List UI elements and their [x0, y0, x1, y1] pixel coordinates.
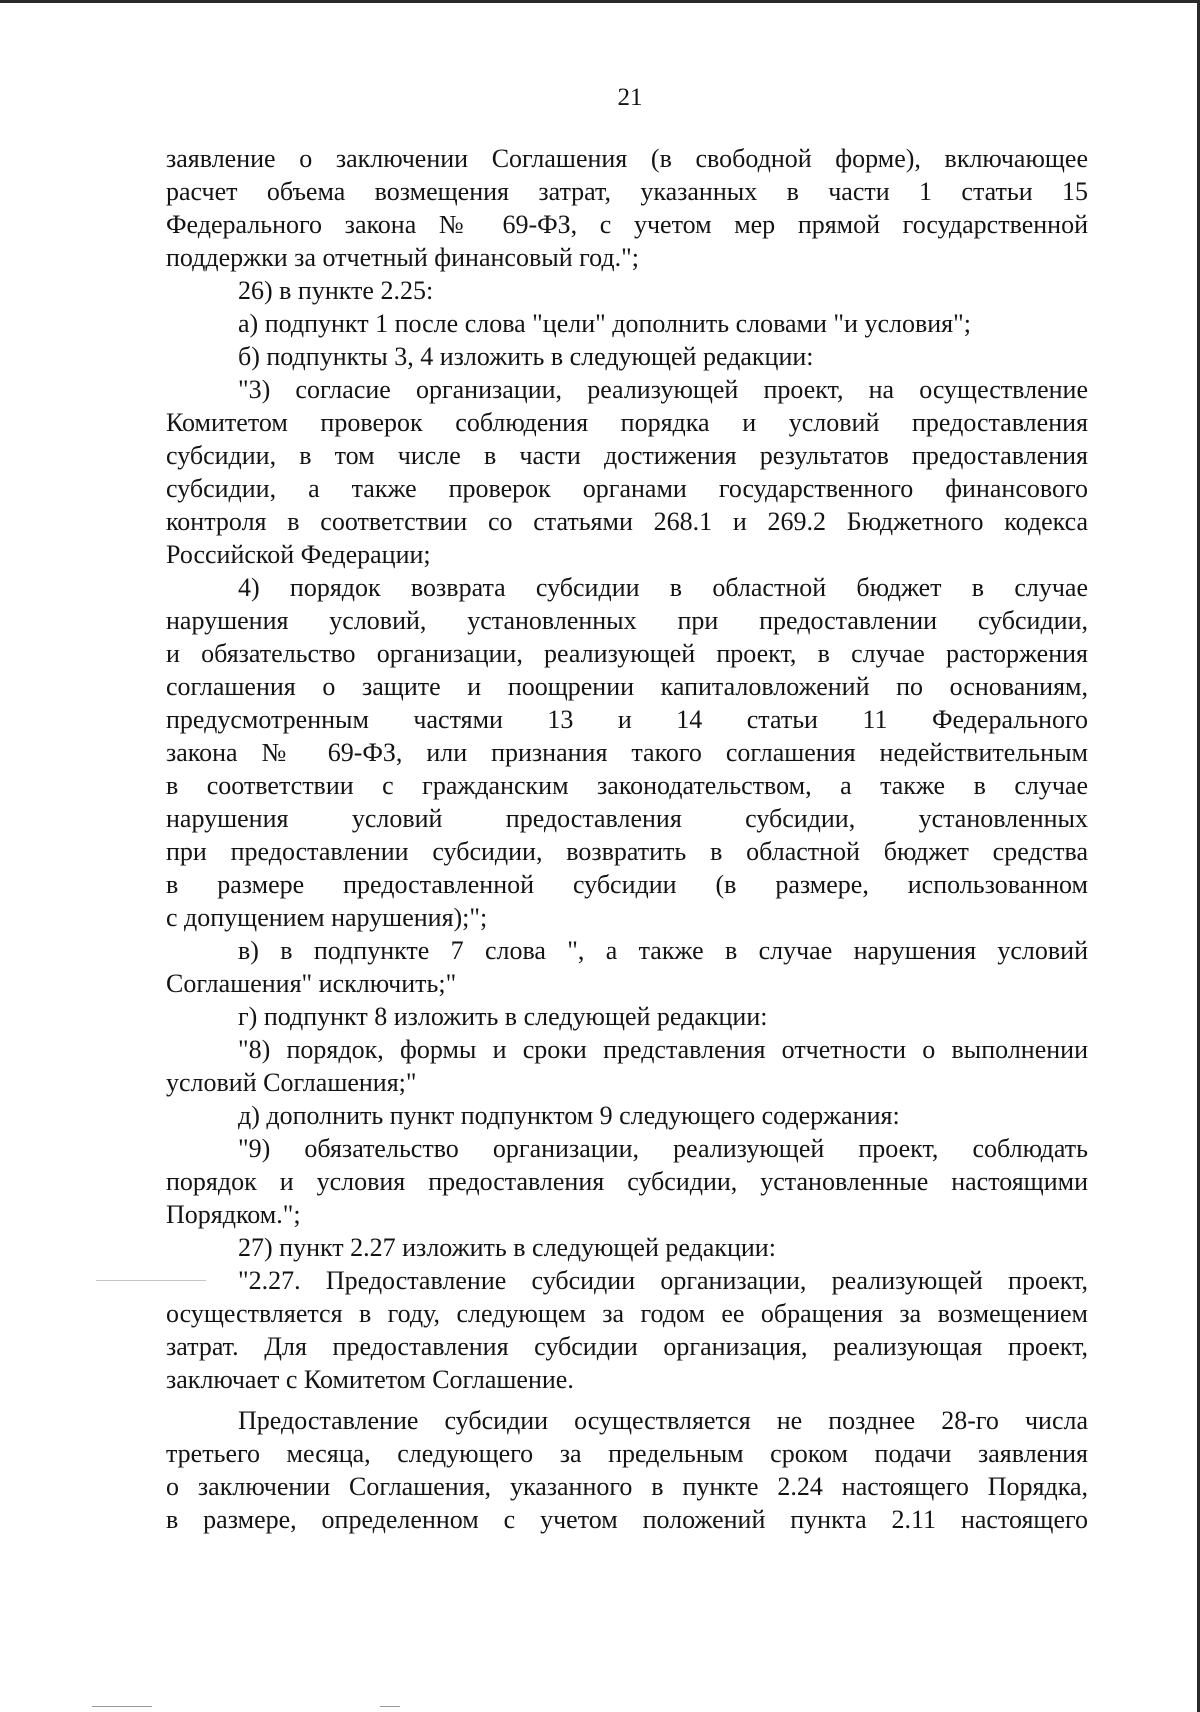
text-line: "8) порядок, формы и сроки представления отчетности о выполнении [238, 1035, 1088, 1064]
text-line: затрат. Для предоставления субсидии организация, реализующая проект, [166, 1332, 1088, 1361]
text-line: д) дополнить пункт подпунктом 9 следующего содержания: [238, 1101, 900, 1130]
text-line: Порядком."; [166, 1200, 301, 1229]
text-line: заявление о заключении Соглашения (в свободной форме), включающее [166, 144, 1088, 173]
text-line: о заключении Соглашения, указанного в пункте 2.24 настоящего Порядка, [166, 1472, 1088, 1501]
text-line: закона № 69-ФЗ, или признания такого соглашения недействительным [166, 738, 1088, 767]
text-line: субсидии, а также проверок органами государственного финансового [166, 474, 1088, 503]
text-line: и обязательство организации, реализующей проект, в случае расторжения [166, 639, 1088, 668]
text-line: нарушения условий предоставления субсидии, установленных [166, 804, 1088, 833]
text-line: "9) обязательство организации, реализующей проект, соблюдать [238, 1134, 1088, 1163]
text-line: субсидии, в том числе в части достижения результатов предоставления [166, 441, 1088, 470]
text-line: а) подпункт 1 после слова "цели" дополнить словами "и условия"; [238, 309, 971, 338]
text-line: г) подпункт 8 изложить в следующей редакции: [238, 1002, 768, 1031]
text-line: "2.27. Предоставление субсидии организации, реализующей проект, [238, 1266, 1088, 1295]
text-line: в соответствии с гражданским законодательством, а также в случае [166, 771, 1088, 800]
text-line: Федерального закона № 69-ФЗ, с учетом мер прямой государственной [166, 210, 1088, 239]
text-line: порядок и условия предоставления субсидии, установленные настоящими [166, 1167, 1088, 1196]
scan-edge-top [0, 0, 1200, 3]
document-body [166, 142, 1088, 1536]
text-line: третьего месяца, следующего за предельным сроком подачи заявления [166, 1439, 1088, 1468]
text-line: в) в подпункте 7 слова ", а также в случае нарушения условий [238, 936, 1088, 965]
text-line: в размере предоставленной субсидии (в размере, использованном [166, 870, 1088, 899]
text-line: при предоставлении субсидии, возвратить в областной бюджет средства [166, 837, 1088, 866]
text-line: условий Соглашения;" [166, 1068, 417, 1097]
text-line: 27) пункт 2.27 изложить в следующей редакции: [238, 1233, 776, 1262]
text-line: "3) согласие организации, реализующей проект, на осуществление [238, 375, 1088, 404]
page-number: 21 [617, 84, 643, 111]
text-line: Комитетом проверок соблюдения порядка и условий предоставления [166, 408, 1088, 437]
text-line: 26) в пункте 2.25: [238, 276, 434, 305]
text-line: поддержки за отчетный финансовый год."; [166, 243, 639, 272]
text-line: расчет объема возмещения затрат, указанных в части 1 статьи 15 [166, 177, 1088, 206]
text-line: заключает с Комитетом Соглашение. [166, 1365, 574, 1394]
text-line: контроля в соответствии со статьями 268.1 и 269.2 Бюджетного кодекса [166, 507, 1088, 536]
text-line: с допущением нарушения);"; [166, 903, 488, 932]
text-line: нарушения условий, установленных при предоставлении субсидии, [166, 606, 1088, 635]
scan-speck [92, 1706, 152, 1707]
text-line: соглашения о защите и поощрении капиталовложений по основаниям, [166, 672, 1088, 701]
scan-speck [380, 1706, 400, 1707]
text-line: предусмотренным частями 13 и 14 статьи 11 Федерального [166, 705, 1088, 734]
text-line: б) подпункты 3, 4 изложить в следующей редакции: [238, 342, 814, 371]
text-line: Соглашения" исключить;" [166, 969, 457, 998]
scan-speck [96, 1280, 206, 1281]
text-line: осуществляется в году, следующем за годом ее обращения за возмещением [166, 1299, 1088, 1328]
text-line: 4) порядок возврата субсидии в областной бюджет в случае [238, 573, 1088, 602]
text-line: Предоставление субсидии осуществляется не позднее 28-го числа [238, 1406, 1088, 1435]
text-line: Российской Федерации; [166, 540, 431, 569]
text-line: в размере, определенном с учетом положений пункта 2.11 настоящего [166, 1505, 1088, 1534]
